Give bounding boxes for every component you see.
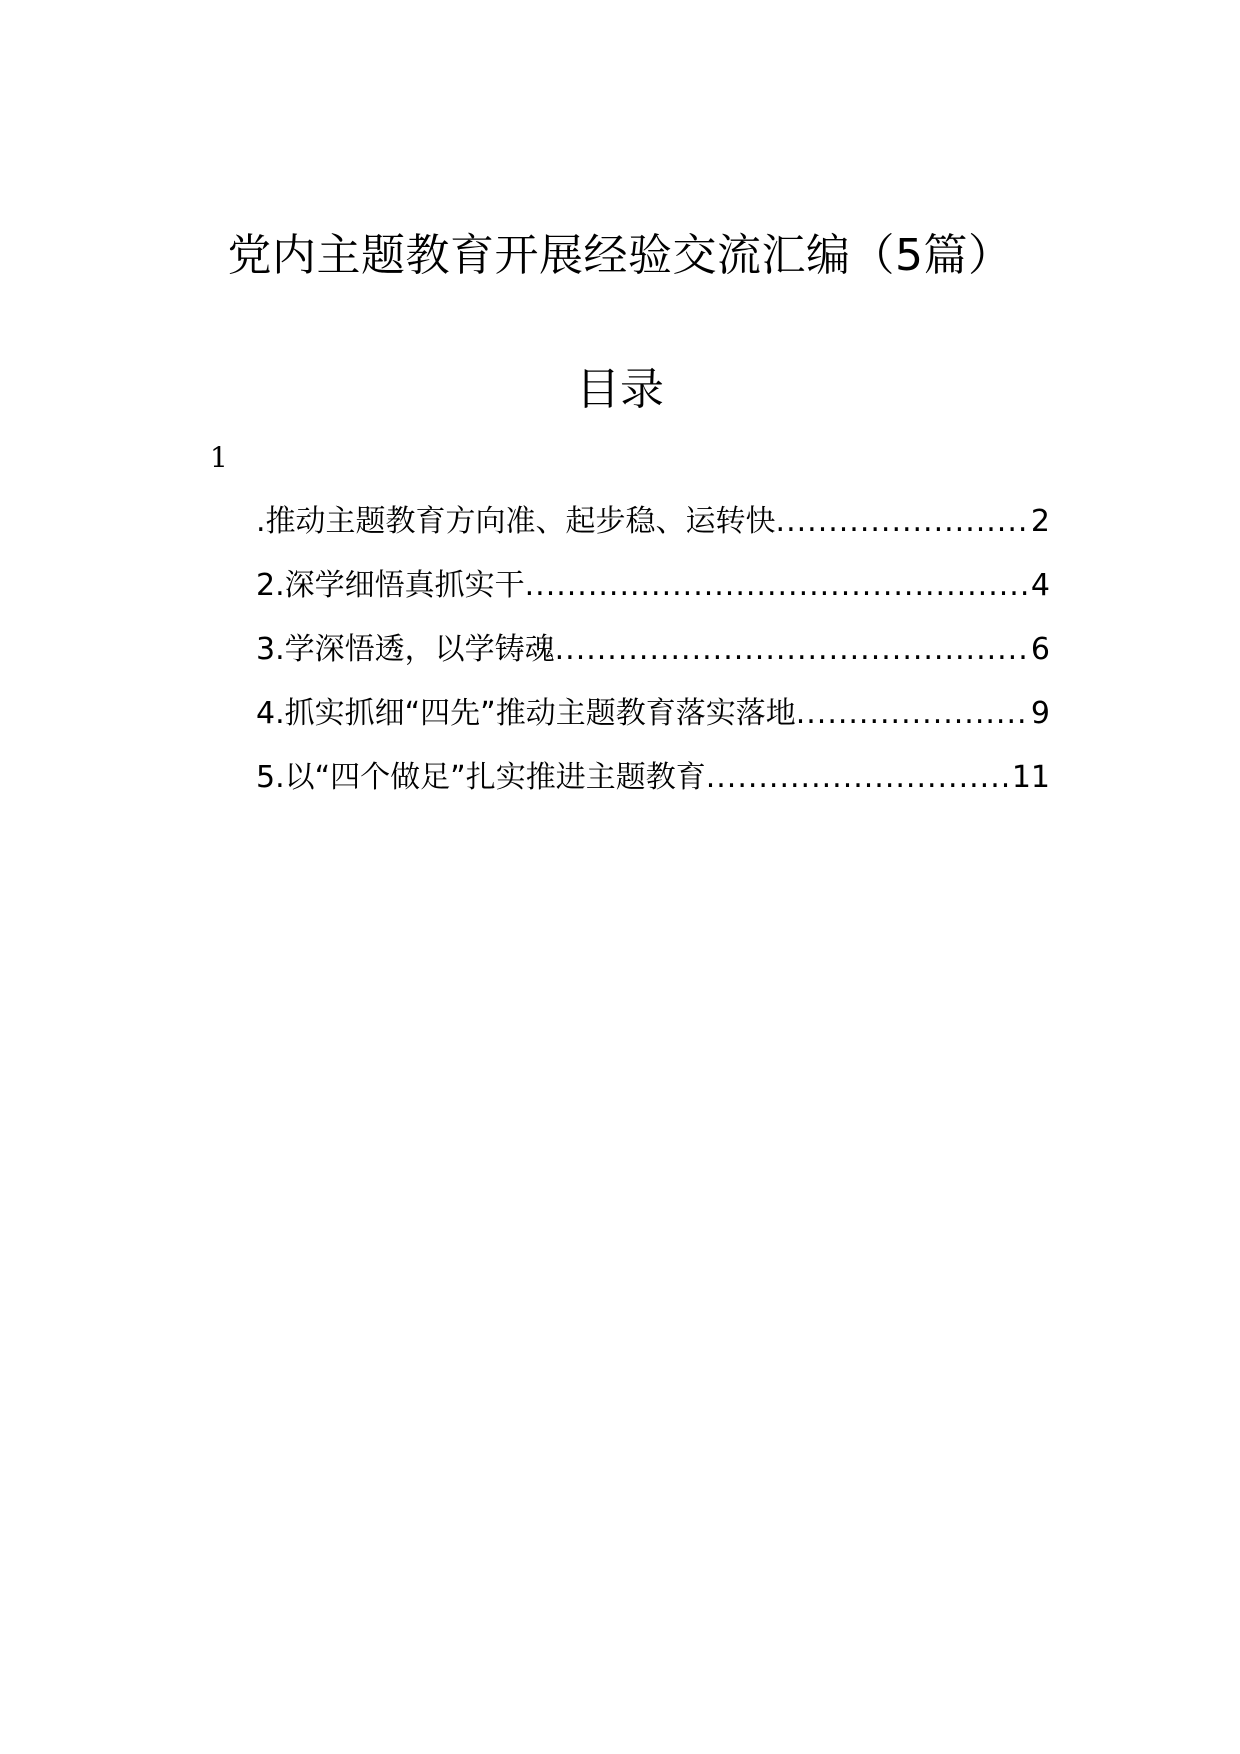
toc-page-number: 11 [1011,760,1050,795]
toc-entry-4[interactable] [256,692,1050,756]
document-title: 党内主题教育开展经验交流汇编（5篇） [227,230,1013,281]
toc-page-number: 4 [1030,568,1050,603]
toc-entry-3[interactable] [256,628,1050,692]
toc-entry-2[interactable] [256,564,1050,628]
toc-dot-leader [706,756,1010,800]
toc-entry-5[interactable] [256,756,1050,820]
toc-dot-leader [776,500,1029,544]
toc-dot-leader [525,564,1029,608]
toc-entry-title: 4.抓实抓细“四先”推动主题教育落实落地 [256,696,796,731]
toc-entry-title: 3.学深悟透，以学铸魂 [256,632,555,667]
toc-entry-1[interactable] [256,500,1050,564]
toc-entry-title: 5.以“四个做足”扎实推进主题教育 [256,760,706,795]
toc-entry-title: .推动主题教育方向准、起步稳、运转快 [256,504,776,539]
toc-page-number: 9 [1030,696,1050,731]
toc-dot-leader [796,692,1029,736]
toc-page-number: 6 [1030,632,1050,667]
toc-dot-leader [555,628,1029,672]
toc-page-number: 2 [1030,504,1050,539]
table-of-contents [256,500,1050,820]
stray-number: 1 [210,441,228,474]
toc-heading: 目录 [576,364,664,415]
toc-entry-title: 2.深学细悟真抓实干 [256,568,525,603]
